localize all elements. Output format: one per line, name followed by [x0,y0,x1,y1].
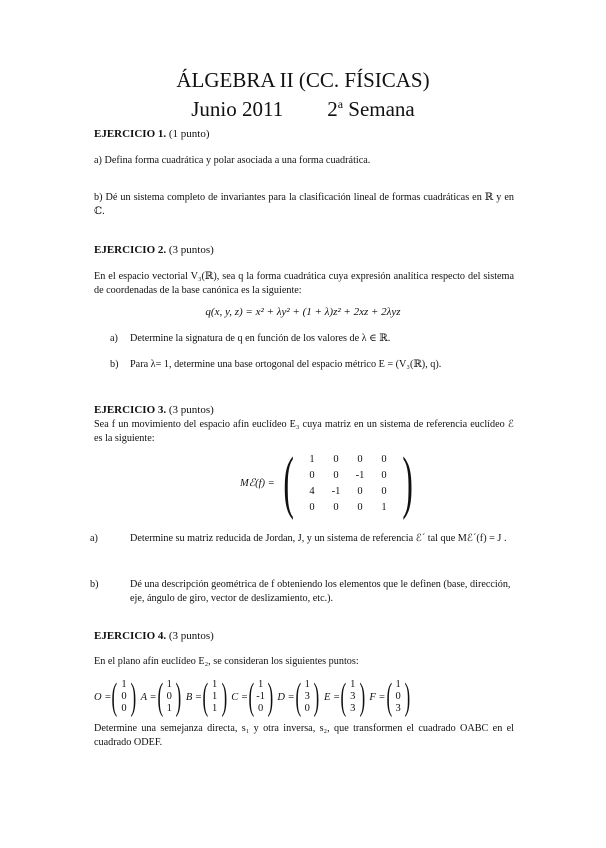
exercise-2-part-b-label: b) [110,359,119,370]
vector-entry: -1 [256,691,266,702]
point-label: O = [94,691,112,703]
week-number: 2 [327,97,338,121]
point-label: A = [140,691,157,703]
point-vector [277,678,320,716]
vector-left-paren: ( [248,676,255,718]
exercise-3-part-a-text: Determine su matriz reducida de Jordan, J, y un sistema de referencia ℰ´ tal que Mℰ´(f) = J . [130,533,507,544]
vector-entry: 1 [166,679,172,690]
point-label: C = [231,691,249,703]
exercise-2-part-b [110,358,510,372]
vector-entry: 0 [304,703,310,714]
exercise-2-intro: En el espacio vectorial V₃(ℝ), sea q la forma cuadrática cuya expresión analítica respecto del sistema de coordenadas de la base canónica es la siguiente: [94,271,514,296]
exercise-4-outro: Determine una semejanza directa, s₁ y otra inversa, s₂, que transformen el cuadrado OABC en el cuadrado ODEF. [94,723,514,748]
vector-right-paren: ) [359,676,365,718]
matrix-cell: 0 [333,453,339,465]
column-vector [111,678,136,716]
column-vector [340,678,365,716]
vector-entry: 1 [121,679,127,690]
matrix-cell: -1 [355,469,365,481]
point-vector [231,678,273,716]
matrix-cell: 0 [381,453,387,465]
vector-entries [209,679,221,715]
point-vector [94,678,137,716]
vector-entry: 0 [258,703,264,714]
matrix-label: Mℰ(f) = [240,478,275,489]
matrix-left-paren: ( [283,444,294,521]
vector-right-paren: ) [221,676,227,718]
exercise-3-heading [94,404,214,417]
exercise-2-part-a-label: a) [110,333,118,344]
exercise-4-intro: En el plano afín euclídeo E₂, se consideran los siguientes puntos: [94,656,359,667]
vector-right-paren: ) [267,676,273,718]
exercise-1-heading [94,128,210,141]
vector-left-paren: ( [295,676,301,718]
vector-entry: 0 [395,691,401,702]
vector-entry: 1 [212,703,218,714]
matrix-cell: 0 [309,469,315,481]
vector-entry: 0 [121,691,127,702]
matrix-cell: 0 [381,469,387,481]
movement-matrix [240,444,419,521]
exercise-2-points: (3 puntos) [168,244,214,256]
column-vector [295,678,320,716]
vector-right-paren: ) [313,676,320,718]
exercise-1-title: EJERCICIO 1. [94,128,167,140]
exercise-2-heading [94,244,214,257]
vector-entry: 3 [304,691,310,702]
vector-right-paren: ) [130,676,137,718]
vector-entries [255,679,267,715]
column-vector [248,678,273,716]
vector-entry: 1 [304,679,310,690]
exercise-2-part-a [110,332,510,346]
matrix-cell: 1 [381,501,387,513]
vector-entries [118,679,130,715]
vector-entries [392,679,404,715]
column-vector [157,678,182,716]
matrix-grid [300,451,396,515]
point-label: D = [277,691,295,703]
matrix-cell: 0 [357,453,363,465]
vector-entry: 3 [395,703,401,714]
vector-right-paren: ) [175,676,182,718]
point-vector [369,678,410,716]
exam-subtitle [0,92,606,121]
exercise-1-part-a: a) Defina forma cuadrática y polar asociada a una forma cuadrática. [94,155,371,166]
matrix-cell: 0 [333,501,339,513]
point-vector [186,678,227,716]
exercise-2-part-a-text: Determine la signatura de q en función de los valores de λ ∈ ℝ. [130,333,391,344]
point-label: B = [185,691,202,703]
point-vector [141,678,182,716]
matrix-cell: 0 [381,485,387,497]
exercise-3-intro: Sea f un movimiento del espacio afín euclídeo E₃ cuya matriz en un sistema de referencia euclídeo ℰ es la siguiente: [94,419,514,444]
exercise-2-title: EJERCICIO 2. [94,244,167,256]
exercise-4-title: EJERCICIO 4. [94,630,167,642]
column-vector [386,678,411,716]
exam-date: Junio 2011 [191,97,284,121]
exercise-3-part-b-text: Dé una descripción geométrica de f obteniendo los elementos que le definen (base, dirección, eje, ángulo de giro, vector de deslizamiento, etc.). [130,579,511,604]
point-label: F = [369,691,386,703]
exam-title: ÁLGEBRA II (CC. FÍSICAS) [176,68,430,92]
vector-left-paren: ( [385,676,392,718]
column-vector [202,678,227,716]
exercise-3-part-a [90,532,522,546]
matrix-cell: 0 [357,485,363,497]
vector-left-paren: ( [202,676,209,718]
exercise-2-part-b-text: Para λ= 1, determine una base ortogonal del espacio métrico E = (V₃(ℝ), q). [130,359,442,370]
week-superscript: a [337,97,344,111]
exercise-4-points: (3 puntos) [168,630,214,642]
matrix-cell: 4 [309,485,315,497]
exercise-4-heading [94,630,214,643]
matrix-cell: -1 [331,485,341,497]
vector-entry: 3 [350,691,356,702]
point-vector [324,678,365,716]
exercise-1-part-b: b) Dé un sistema completo de invariantes para la clasificación lineal de formas cuadráticas en ℝ y en ℂ. [94,192,514,217]
vector-entry: 1 [258,679,264,690]
vector-left-paren: ( [340,676,347,718]
exercise-3-points: (3 puntos) [168,404,214,416]
vector-left-paren: ( [111,676,118,718]
quadratic-form-formula: q(x, y, z) = x² + λy² + (1 + λ)z² + 2xz + 2λyz [205,306,401,318]
exercise-3-title: EJERCICIO 3. [94,404,167,416]
vector-entries [301,679,313,715]
vector-entries [163,679,175,715]
vector-entry: 1 [212,679,218,690]
points-list [94,676,534,718]
vector-entry: 0 [166,691,172,702]
vector-entry: 1 [212,691,218,702]
matrix-cell: 1 [309,453,315,465]
point-label: E = [323,691,341,703]
exercise-3-part-b [90,578,522,605]
exercise-1-points: (1 punto) [168,128,210,140]
vector-entries [347,679,359,715]
matrix-cell: 0 [309,501,315,513]
vector-entry: 1 [166,703,172,714]
vector-entry: 1 [395,679,401,690]
exercise-3-part-a-label: a) [90,533,98,544]
matrix-cell: 0 [357,501,363,513]
vector-entry: 3 [350,703,356,714]
vector-left-paren: ( [157,676,163,718]
matrix-right-paren: ) [402,444,413,521]
vector-entry: 0 [121,703,127,714]
vector-entry: 1 [350,679,356,690]
matrix-cell: 0 [333,469,339,481]
vector-right-paren: ) [404,676,411,718]
exercise-3-part-b-label: b) [90,579,99,590]
week-word: Semana [348,97,415,121]
